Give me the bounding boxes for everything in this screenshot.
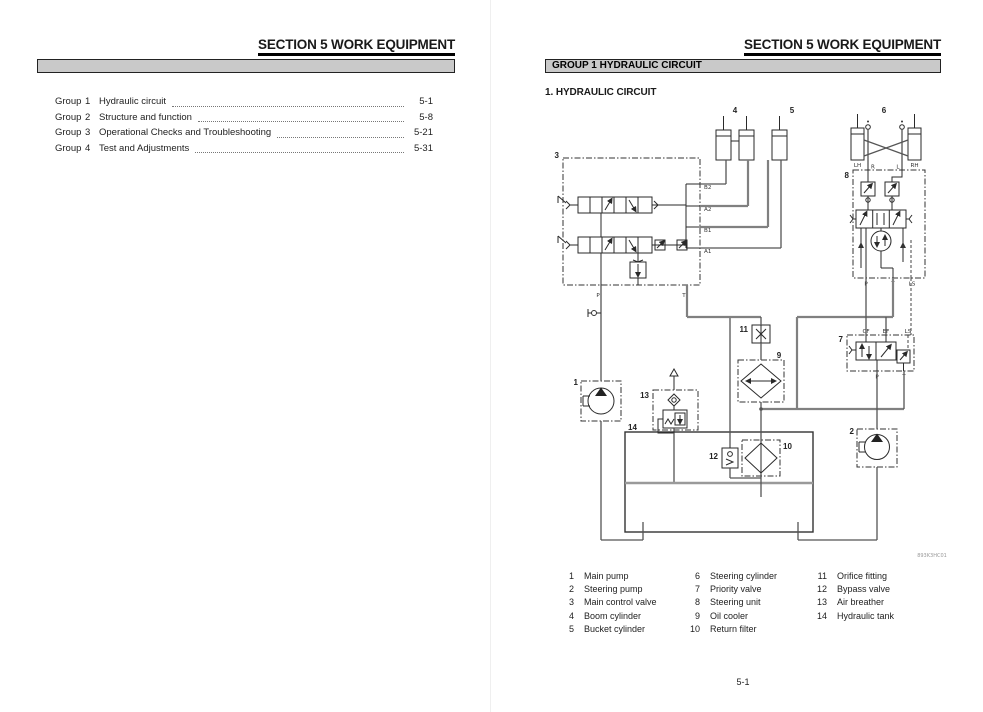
port-label: P [596, 293, 600, 299]
component-number: 14 [628, 423, 637, 432]
legend-column [686, 570, 813, 636]
component-number: 13 [640, 391, 649, 400]
toc-page-number: 5-21 [413, 127, 433, 138]
left-section-title-text: SECTION 5 WORK EQUIPMENT [258, 37, 455, 56]
port-label: R [871, 164, 875, 171]
legend-item [813, 610, 963, 623]
legend-number: 8 [694, 597, 700, 608]
component-number: 4 [732, 106, 738, 115]
legend-item [560, 570, 686, 583]
toc-group-word: Group [55, 127, 82, 138]
legend-item [560, 623, 686, 636]
legend-label: Air breather [837, 597, 885, 608]
legend-label: Boom cylinder [584, 610, 642, 621]
boom-cylinder [700, 106, 754, 206]
air-breather [640, 369, 698, 482]
port-label: B1 [704, 228, 712, 234]
priority-valve [839, 329, 914, 381]
legend-label: Bypass valve [837, 584, 891, 595]
legend-number: 13 [816, 597, 827, 608]
component-number: 9 [776, 351, 782, 360]
page-number: 5-1 [736, 677, 750, 687]
component-number: 7 [838, 335, 843, 344]
legend-number: 11 [817, 571, 827, 581]
toc-group-num: 3 [85, 127, 91, 138]
component-number: 6 [881, 106, 887, 115]
steering-pump [850, 427, 897, 467]
toc-dot-leader [198, 120, 404, 122]
toc-row [55, 125, 433, 141]
port-label: CF [862, 329, 870, 335]
port-label: LS [908, 281, 916, 288]
port-label: LH [853, 163, 862, 169]
left-page [37, 36, 455, 156]
port-label: B2 [704, 185, 712, 191]
legend-label: Orifice fitting [837, 571, 888, 581]
hydraulic-circuit-diagram [540, 100, 980, 570]
port-label: A2 [704, 207, 712, 213]
legend-item [560, 583, 686, 596]
legend-number: 7 [694, 584, 700, 595]
port-label: P [864, 281, 868, 288]
legend-column [813, 570, 963, 636]
component-number: 3 [554, 151, 559, 160]
toc-group-word: Group [55, 111, 82, 123]
toc-dot-leader [277, 136, 404, 138]
legend-label: Steering unit [710, 597, 761, 608]
figure-code: 893K3HC01 [917, 553, 947, 559]
port-label: A1 [704, 249, 712, 255]
legend-number: 3 [568, 597, 574, 608]
legend-number: 2 [568, 584, 574, 595]
group-heading-bar: GROUP 1 HYDRAULIC CIRCUIT [545, 59, 941, 73]
toc-dot-leader [172, 105, 404, 107]
component-number: 12 [709, 452, 718, 461]
legend-number: 12 [816, 584, 827, 595]
component-number: 5 [789, 106, 795, 115]
component-number: 8 [844, 171, 849, 180]
port-label: P [875, 374, 879, 381]
port-label: L [896, 164, 900, 171]
hydraulic-lines [588, 278, 911, 540]
right-section-title-text: SECTION 5 WORK EQUIPMENT [744, 37, 941, 56]
toc-group-word: Group [55, 96, 82, 107]
toc-group-num: 1 [85, 96, 91, 107]
legend-number: 1 [568, 571, 574, 581]
legend-label: Main pump [584, 571, 629, 581]
toc-page-number: 5-1 [419, 96, 433, 107]
orifice-fitting [740, 325, 770, 343]
left-title-bar [37, 59, 455, 73]
port-label: EF [882, 329, 890, 335]
legend-label: Hydraulic tank [837, 610, 895, 621]
port-label: T [682, 293, 686, 299]
legend-item [813, 596, 963, 609]
toc-page-number: 5-8 [419, 111, 433, 123]
toc-group-word: Group [55, 142, 82, 154]
hydraulic-tank [625, 423, 813, 532]
port-label: RH [910, 163, 919, 169]
legend-label: Return filter [710, 623, 757, 634]
legend-label: Steering cylinder [710, 571, 778, 581]
legend-label: Steering pump [584, 584, 643, 595]
component-number: 10 [783, 442, 792, 451]
toc-entry-label: Operational Checks and Troubleshooting [99, 127, 272, 138]
legend-item [813, 583, 963, 596]
legend-label: Bucket cylinder [584, 623, 646, 634]
hydraulic-circuit-heading: 1. HYDRAULIC CIRCUIT [545, 87, 657, 98]
legend-item [686, 570, 813, 583]
steering-cylinder [851, 106, 921, 171]
right-page [545, 36, 941, 98]
table-of-contents [37, 94, 455, 156]
legend-item [813, 570, 963, 583]
legend-label: Main control valve [584, 597, 657, 608]
legend-label: Oil cooler [710, 610, 749, 621]
legend-item [686, 610, 813, 623]
legend-column [560, 570, 686, 636]
toc-dot-leader [195, 151, 404, 153]
page-spread-divider [490, 0, 491, 712]
legend-item [560, 610, 686, 623]
right-section-title [545, 36, 941, 56]
port-label: T [891, 281, 895, 288]
legend-item [686, 596, 813, 609]
component-number: 1 [573, 378, 578, 387]
legend-item [686, 623, 813, 636]
component-number: 11 [739, 325, 748, 334]
toc-row [55, 110, 433, 126]
toc-entry-label: Structure and function [99, 111, 192, 123]
legend-number: 14 [816, 610, 827, 621]
port-label: T [902, 374, 906, 381]
toc-row [55, 94, 433, 110]
main-control-valve [555, 151, 712, 299]
legend-number: 10 [689, 623, 700, 634]
bypass-valve [709, 317, 761, 478]
main-pump [574, 378, 621, 421]
legend-number: 5 [568, 623, 574, 634]
toc-page-number: 5-31 [413, 142, 433, 154]
legend-label: Priority valve [710, 584, 762, 595]
legend-number: 6 [694, 571, 700, 581]
toc-row [55, 141, 433, 157]
left-section-title [37, 36, 455, 56]
toc-entry-label: Test and Adjustments [99, 142, 190, 154]
toc-entry-label: Hydraulic circuit [99, 96, 167, 107]
port-label: LS [904, 329, 912, 335]
legend-item [560, 596, 686, 609]
component-number: 2 [849, 427, 854, 436]
toc-group-num: 2 [85, 111, 91, 123]
legend-number: 9 [694, 610, 700, 621]
legend-number: 4 [568, 610, 574, 621]
legend-item [686, 583, 813, 596]
toc-group-num: 4 [85, 142, 91, 154]
diagram-legend [560, 570, 970, 636]
steering-unit [845, 170, 925, 288]
